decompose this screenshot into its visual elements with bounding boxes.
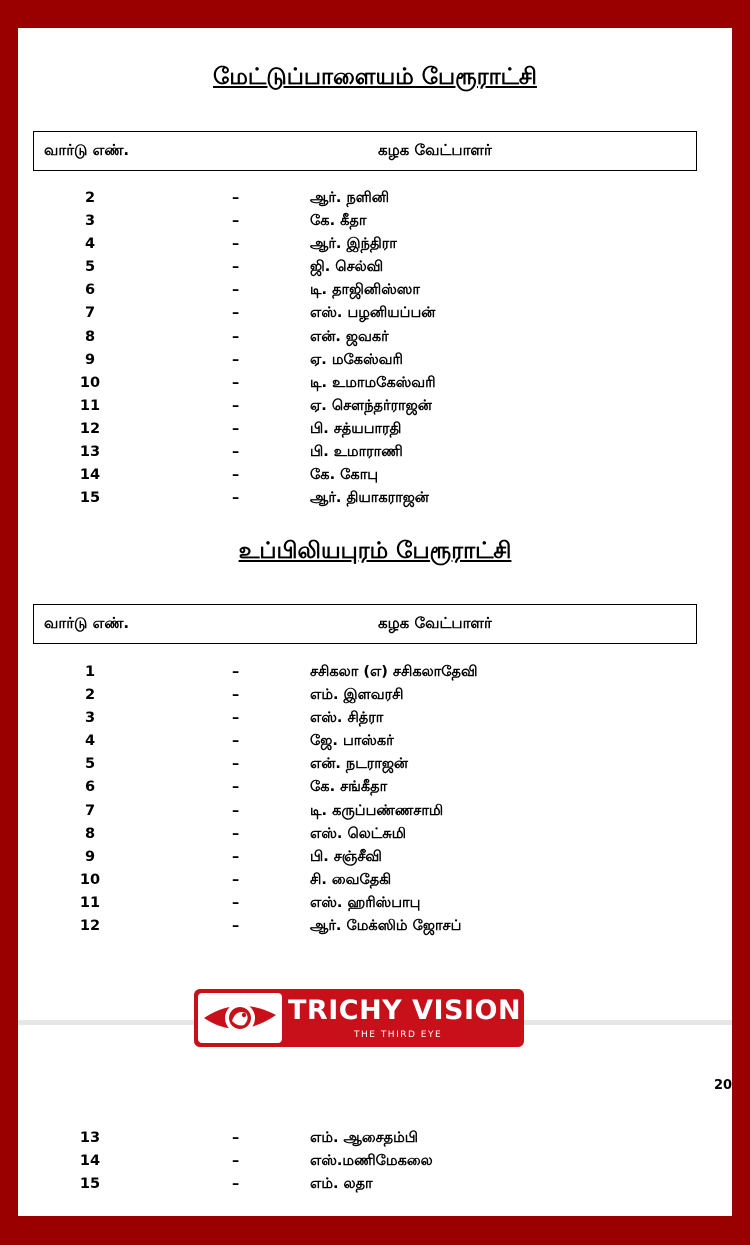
list-item	[18, 211, 732, 234]
ward-number: 6	[84, 282, 96, 299]
candidate-name: ஏ. மகேஸ்வரி	[310, 351, 403, 368]
candidate-name: கே. கோபு	[310, 467, 379, 484]
ward-number: 7	[84, 305, 96, 322]
candidate-name: பி. உமாராணி	[310, 444, 403, 461]
list-item	[18, 1151, 732, 1174]
eye-icon	[198, 993, 282, 1043]
candidate-name: ஆர். இந்திரா	[310, 236, 397, 253]
separator: –	[232, 848, 240, 865]
candidate-name: எஸ். பழனியப்பன்	[310, 305, 436, 322]
separator: –	[232, 1153, 240, 1170]
ward-number: 4	[84, 236, 96, 253]
ward-number: 13	[79, 444, 101, 461]
list-item	[18, 801, 732, 824]
list-item	[18, 685, 732, 708]
ward-number: 2	[84, 190, 96, 206]
candidate-name: எம். இளவரசி	[310, 687, 404, 704]
separator: –	[232, 918, 240, 935]
table-header	[33, 131, 697, 171]
separator: –	[232, 467, 240, 484]
candidate-name: என். நடராஜன்	[310, 756, 408, 773]
candidate-header: கழக வேட்பாளர்	[378, 141, 492, 159]
list-item	[18, 188, 732, 211]
list-item	[18, 234, 732, 257]
candidate-name: ஆர். தியாகராஜன்	[310, 490, 429, 507]
separator: –	[232, 664, 240, 680]
ward-number: 2	[84, 687, 96, 704]
candidate-name: சசிகலா (எ) சசிகலாதேவி	[310, 664, 478, 680]
document-page	[18, 28, 732, 1216]
list-item	[18, 419, 732, 442]
separator: –	[232, 305, 240, 322]
separator: –	[232, 756, 240, 773]
separator: –	[232, 733, 240, 750]
separator: –	[232, 374, 240, 391]
candidate-name: எம். லதா	[310, 1176, 373, 1193]
ward-number: 3	[84, 710, 96, 727]
separator: –	[232, 894, 240, 911]
candidate-name: டி. கருப்பண்ணசாமி	[310, 802, 444, 819]
candidate-header: கழக வேட்பாளர்	[378, 614, 492, 632]
separator: –	[232, 397, 240, 414]
candidate-name: ஜி. செல்வி	[310, 259, 384, 276]
list-item	[18, 303, 732, 326]
list-item	[18, 396, 732, 419]
separator: –	[232, 420, 240, 437]
ward-number: 15	[79, 1176, 101, 1193]
candidate-name: எஸ்.மணிமேகலை	[310, 1153, 433, 1170]
separator: –	[232, 1176, 240, 1193]
separator: –	[232, 779, 240, 796]
separator: –	[232, 490, 240, 507]
candidate-name: ஏ. சௌந்தர்ராஜன்	[310, 397, 432, 414]
separator: –	[232, 213, 240, 230]
list-item	[18, 350, 732, 373]
ward-number: 8	[84, 328, 96, 345]
list-item	[18, 257, 732, 280]
list-item	[18, 870, 732, 893]
ward-number: 9	[84, 848, 96, 865]
logo-title: TRICHY VISION	[288, 995, 522, 1026]
ward-number: 14	[79, 1153, 101, 1170]
list-item	[18, 442, 732, 465]
ward-number: 7	[84, 802, 96, 819]
candidate-name: எம். ஆசைதம்பி	[310, 1130, 418, 1146]
ward-number-header: வார்டு எண்.	[44, 614, 130, 632]
separator: –	[232, 802, 240, 819]
ward-number: 15	[79, 490, 101, 507]
candidate-name: கே. கீதா	[310, 213, 367, 230]
ward-number: 5	[84, 756, 96, 773]
list-item	[18, 280, 732, 303]
ward-number: 10	[79, 374, 101, 391]
section-title-uppiliyapuram: உப்பிலியபுரம் பேரூராட்சி	[238, 538, 512, 564]
ward-number: 11	[79, 397, 101, 414]
list-item	[18, 777, 732, 800]
ward-number: 12	[79, 918, 101, 935]
candidate-name: ஆர். மேக்ஸிம் ஜோசப்	[310, 918, 462, 935]
candidate-name: பி. சத்யபாரதி	[310, 420, 402, 437]
separator: –	[232, 1130, 240, 1146]
separator: –	[232, 444, 240, 461]
separator: –	[232, 328, 240, 345]
list-item	[18, 893, 732, 916]
ward-number: 14	[79, 467, 101, 484]
candidate-list	[18, 662, 732, 939]
list-item	[18, 731, 732, 754]
list-item	[18, 373, 732, 396]
list-item	[18, 488, 732, 511]
candidate-name: எஸ். ஹரிஸ்பாபு	[310, 894, 421, 911]
ward-number: 11	[79, 894, 101, 911]
separator: –	[232, 190, 240, 206]
separator: –	[232, 687, 240, 704]
list-item	[18, 847, 732, 870]
separator: –	[232, 351, 240, 368]
list-item	[18, 824, 732, 847]
separator: –	[232, 236, 240, 253]
candidate-name: என். ஜவகர்	[310, 328, 389, 345]
separator: –	[232, 259, 240, 276]
list-item	[18, 1174, 732, 1197]
candidate-list	[18, 188, 732, 511]
list-item	[18, 327, 732, 350]
candidate-name: ஜே. பாஸ்கர்	[310, 733, 394, 750]
list-item	[18, 662, 732, 685]
separator: –	[232, 825, 240, 842]
candidate-name: கே. சங்கீதா	[310, 779, 388, 796]
ward-number: 9	[84, 351, 96, 368]
candidate-name: பி. சஞ்சீவி	[310, 848, 382, 865]
list-item	[18, 465, 732, 488]
candidate-name: டி. உமாமகேஸ்வரி	[310, 374, 436, 391]
ward-number: 12	[79, 420, 101, 437]
table-header	[33, 604, 697, 644]
trichy-vision-logo	[194, 989, 524, 1047]
candidate-name: டி. தாஜினிஸ்ஸா	[310, 282, 420, 299]
separator: –	[232, 282, 240, 299]
candidate-name: ஆர். நளினி	[310, 190, 390, 206]
list-item	[18, 916, 732, 939]
ward-number: 6	[84, 779, 96, 796]
page-number: 20	[714, 1078, 733, 1093]
candidate-name: எஸ். லெட்சுமி	[310, 825, 407, 842]
candidate-name: எஸ். சித்ரா	[310, 710, 384, 727]
separator: –	[232, 710, 240, 727]
list-item	[18, 708, 732, 731]
ward-number: 3	[84, 213, 96, 230]
ward-number: 1	[84, 664, 96, 680]
section-title-mettupalayam: மேட்டுப்பாளையம் பேரூராட்சி	[213, 64, 537, 90]
list-item	[18, 754, 732, 777]
ward-number: 4	[84, 733, 96, 750]
logo-subtitle: THE THIRD EYE	[354, 1030, 443, 1040]
ward-number-header: வார்டு எண்.	[44, 141, 130, 159]
candidate-list-continued	[18, 1128, 732, 1197]
list-item	[18, 1128, 732, 1151]
ward-number: 10	[79, 871, 101, 888]
ward-number: 5	[84, 259, 96, 276]
ward-number: 13	[79, 1130, 101, 1146]
ward-number: 8	[84, 825, 96, 842]
separator: –	[232, 871, 240, 888]
candidate-name: சி. வைதேகி	[310, 871, 392, 888]
